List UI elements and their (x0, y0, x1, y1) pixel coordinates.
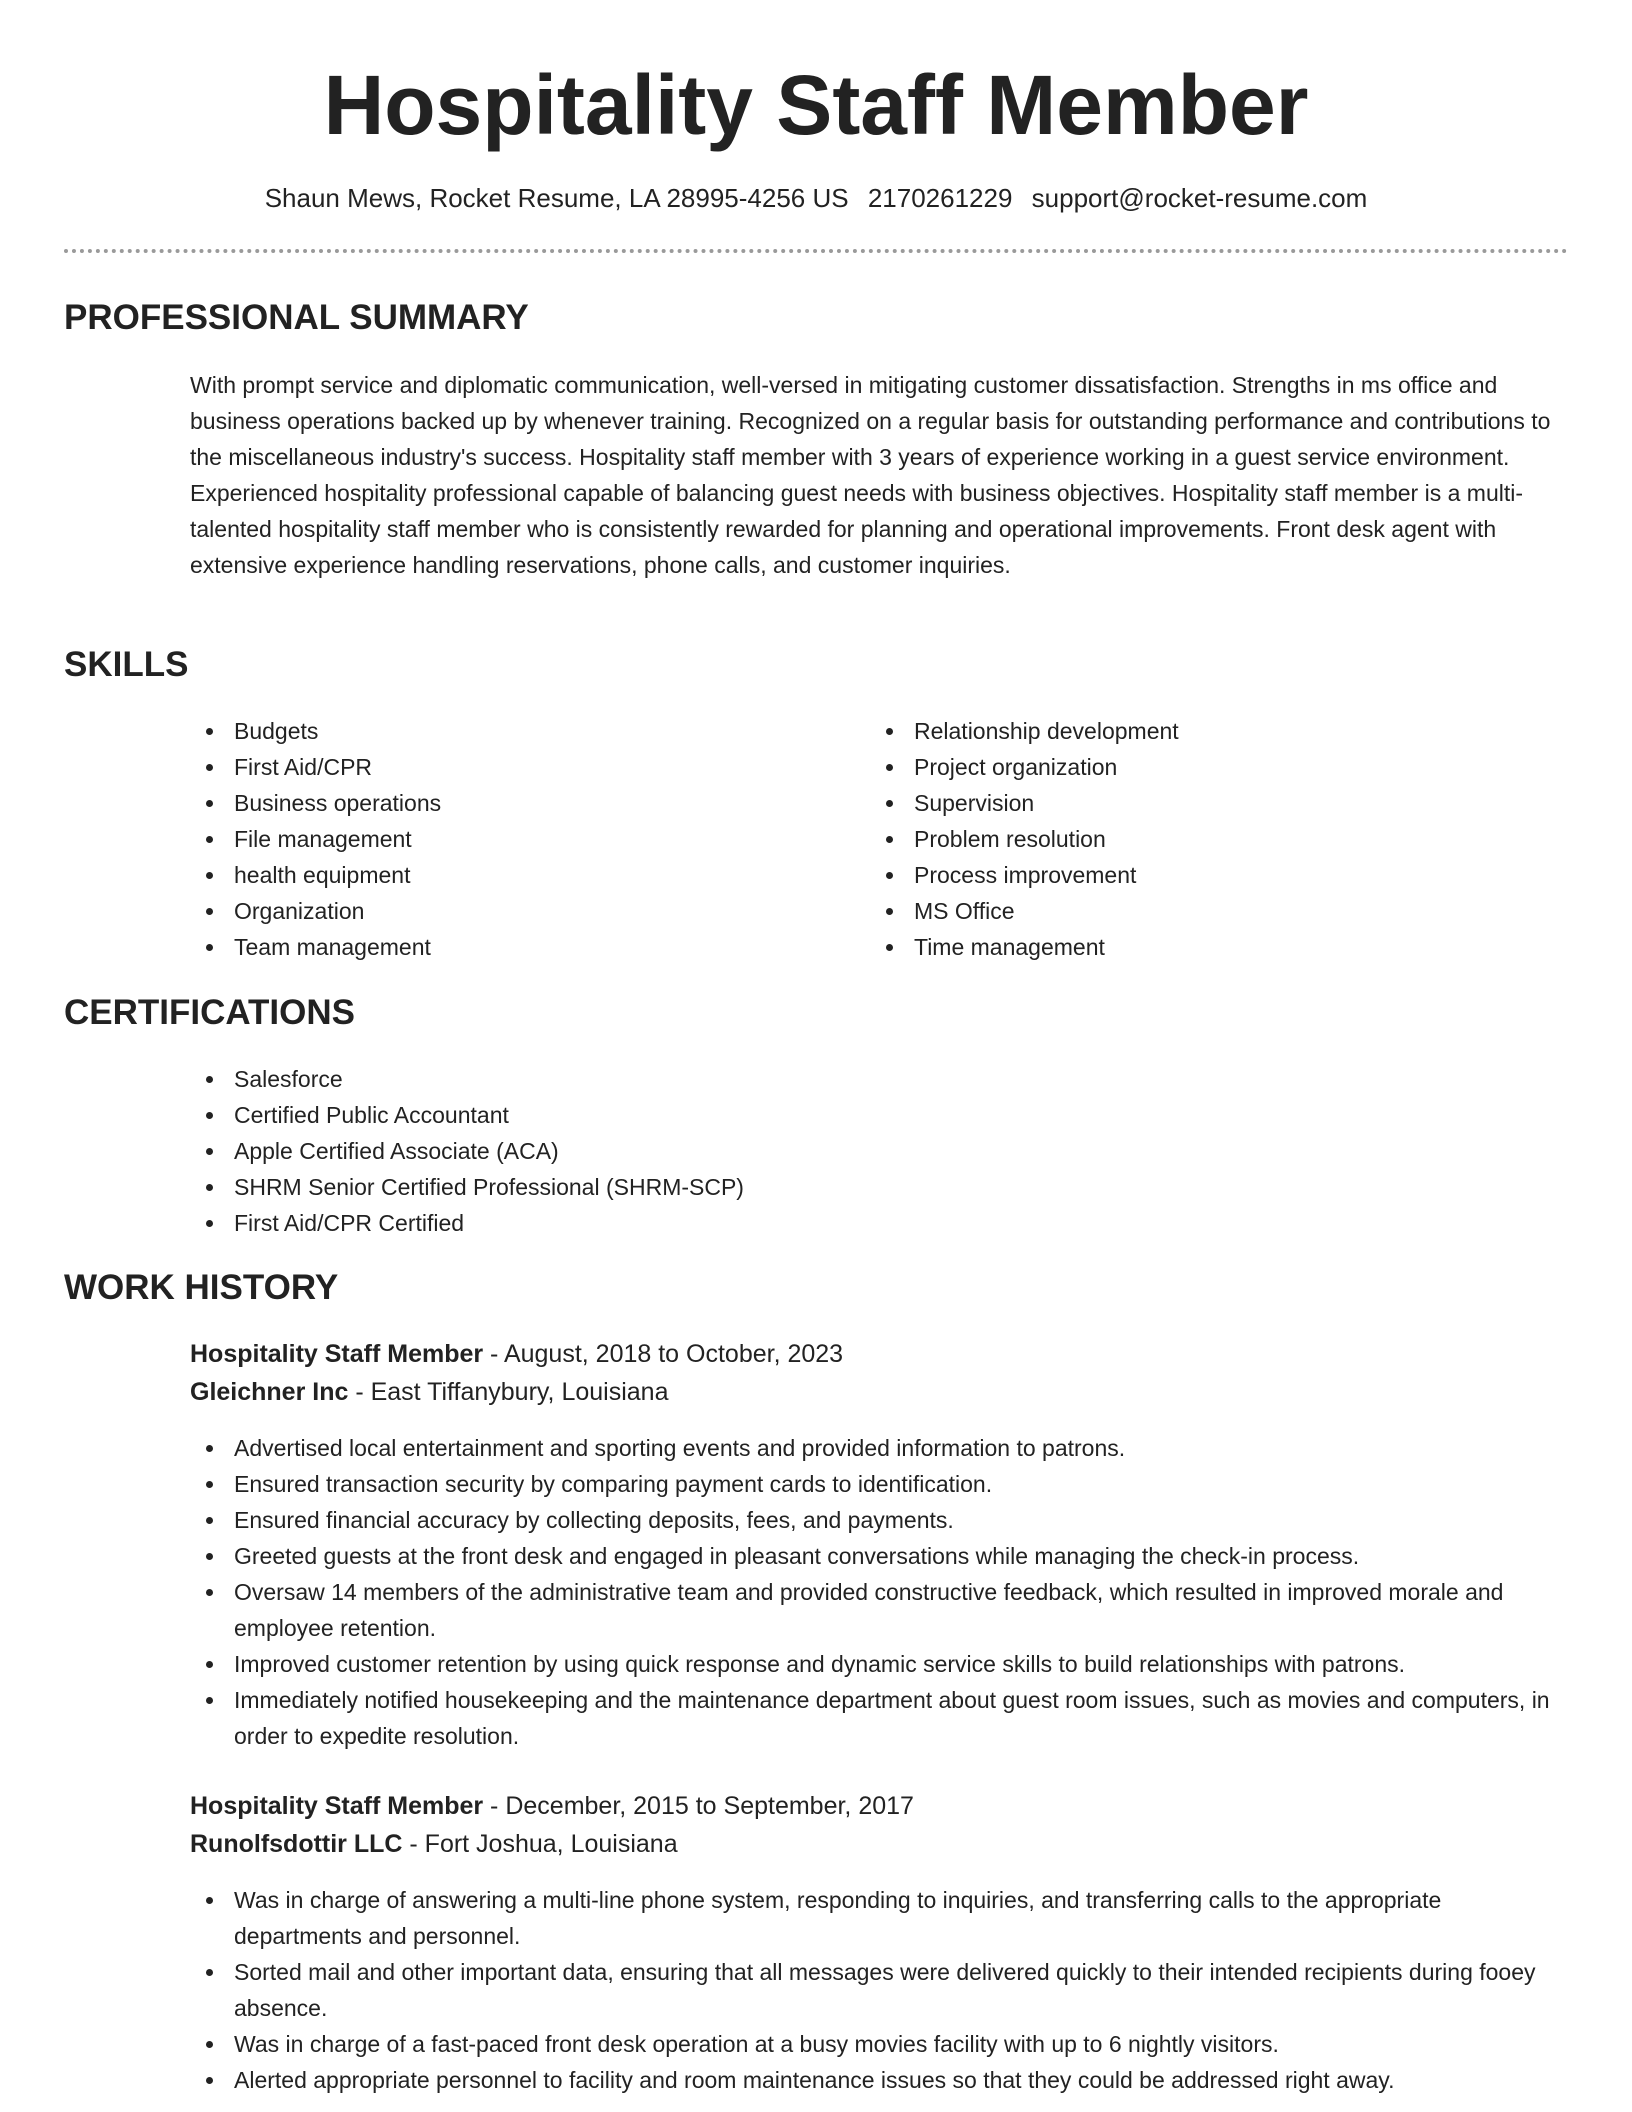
skill-item: Business operations (190, 785, 830, 821)
certification-item: Certified Public Accountant (190, 1097, 1570, 1133)
certification-item: First Aid/CPR Certified (190, 1205, 1570, 1241)
job-title-line (190, 1787, 914, 1825)
certification-item: Salesforce (190, 1061, 1570, 1097)
job-company-line (190, 1825, 678, 1863)
header-divider (64, 249, 1568, 253)
job-duty: Improved customer retention by using quick response and dynamic service skills to build relationships with patrons. (190, 1646, 1570, 1682)
job-dates: - August, 2018 to October, 2023 (483, 1340, 844, 1368)
skill-item: First Aid/CPR (190, 749, 830, 785)
job-duties-list (190, 1882, 1570, 2098)
skill-item: Budgets (190, 713, 830, 749)
skills-list-right (870, 713, 1550, 965)
job-title-line (190, 1335, 843, 1373)
job-duty: Greeted guests at the front desk and engaged in pleasant conversations while managing the check-in process. (190, 1538, 1570, 1574)
job-duty: Oversaw 14 members of the administrative team and provided constructive feedback, which resulted in improved morale and employee retention. (190, 1574, 1570, 1646)
contact-phone: 2170261229 (867, 183, 1013, 213)
skill-item: Problem resolution (870, 821, 1550, 857)
job-duty: Alerted appropriate personnel to facility and room maintenance issues so that they could be addressed right away. (190, 2062, 1570, 2098)
candidate-name: Hospitality Staff Member (323, 58, 1309, 152)
job-company: Runolfsdottir LLC (190, 1830, 403, 1858)
job-dates: - December, 2015 to September, 2017 (483, 1792, 914, 1820)
job-duty: Ensured financial accuracy by collecting deposits, fees, and payments. (190, 1502, 1570, 1538)
job-role: Hospitality Staff Member (190, 1340, 484, 1368)
job-duty: Was in charge of answering a multi-line phone system, responding to inquiries, and transferring calls to the appropriate departments and personnel. (190, 1882, 1570, 1954)
skill-item: Process improvement (870, 857, 1550, 893)
skill-item: Team management (190, 929, 830, 965)
contact-address: Shaun Mews, Rocket Resume, LA 28995-4256 US (264, 183, 849, 213)
summary-heading: PROFESSIONAL SUMMARY (64, 298, 529, 337)
skill-item: Organization (190, 893, 830, 929)
summary-text: With prompt service and diplomatic communication, well-versed in mitigating customer dissatisfaction. Strengths in ms office and business operations backed up by whenever training. Recognized on a regular basis for outstanding performance and contributions to the miscellaneous industry's success. Hospitality staff member with 3 years of experience working in a guest service environment. Experienced hospitality professional capable of balancing guest needs with business objectives. Hospitality staff member is a multi-talented hospitality staff member who is consistently rewarded for planning and operational improvements. Front desk agent with extensive experience handling reservations, phone calls, and customer inquiries. (190, 372, 1551, 578)
contact-line (0, 180, 1632, 216)
certification-item: SHRM Senior Certified Professional (SHRM-SCP) (190, 1169, 1570, 1205)
certifications-list (190, 1061, 1570, 1241)
job-duty: Sorted mail and other important data, ensuring that all messages were delivered quickly to their intended recipients during fooey absence. (190, 1954, 1570, 2026)
skill-item: Relationship development (870, 713, 1550, 749)
certification-item: Apple Certified Associate (ACA) (190, 1133, 1570, 1169)
skill-item: File management (190, 821, 830, 857)
job-company-line (190, 1373, 668, 1411)
job-company: Gleichner Inc (190, 1378, 349, 1406)
skills-heading: SKILLS (64, 645, 189, 684)
job-duty: Ensured transaction security by comparing payment cards to identification. (190, 1466, 1570, 1502)
skill-item: MS Office (870, 893, 1550, 929)
skill-item: Time management (870, 929, 1550, 965)
skill-item: Project organization (870, 749, 1550, 785)
job-location: - Fort Joshua, Louisiana (402, 1830, 678, 1858)
skill-item: health equipment (190, 857, 830, 893)
contact-email: support@rocket-resume.com (1031, 183, 1368, 213)
work-history-heading: WORK HISTORY (64, 1268, 339, 1307)
certifications-heading: CERTIFICATIONS (64, 993, 356, 1032)
skills-list-left (190, 713, 830, 965)
job-duties-list (190, 1430, 1570, 1754)
job-duty: Immediately notified housekeeping and the maintenance department about guest room issues, such as movies and computers, in order to expedite resolution. (190, 1682, 1570, 1754)
job-duty: Advertised local entertainment and sporting events and provided information to patrons. (190, 1430, 1570, 1466)
job-location: - East Tiffanybury, Louisiana (348, 1378, 669, 1406)
job-role: Hospitality Staff Member (190, 1792, 484, 1820)
job-duty: Was in charge of a fast-paced front desk operation at a busy movies facility with up to 6 nightly visitors. (190, 2026, 1570, 2062)
skill-item: Supervision (870, 785, 1550, 821)
